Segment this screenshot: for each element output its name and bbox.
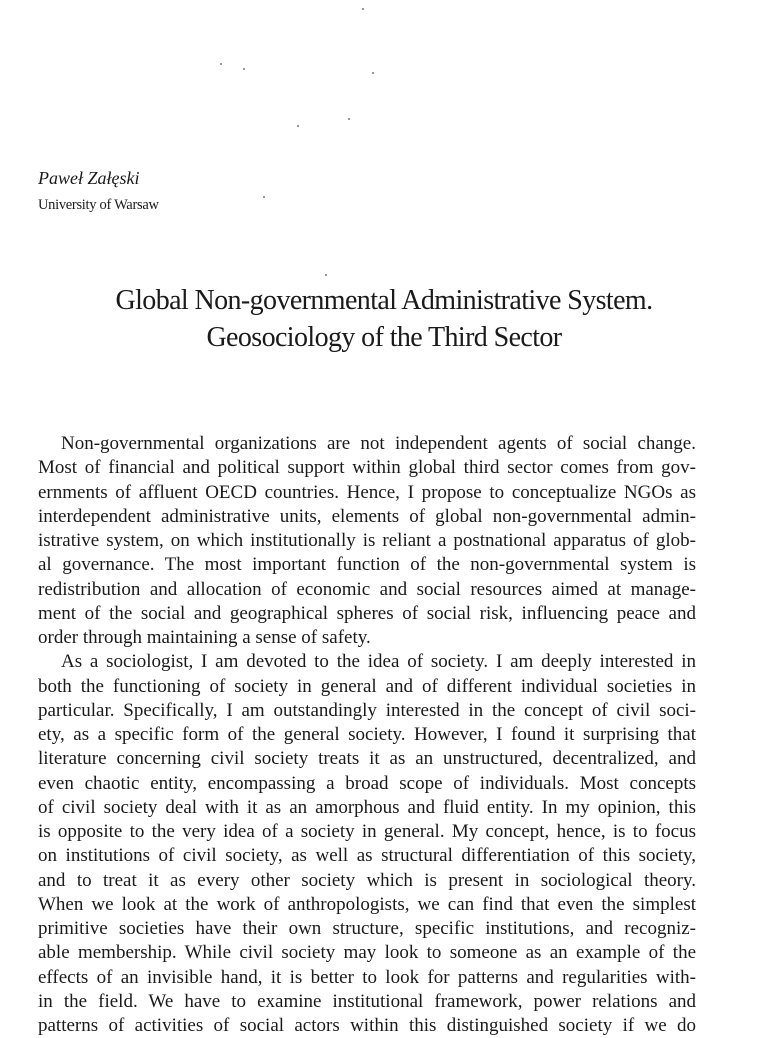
text-line: of civil society deal with it as an amorphous and fluid entity. In my opinion, this xyxy=(38,796,696,818)
text-line: ety, as a specific form of the general society. However, I found it surprising that xyxy=(38,724,696,745)
text-line: al governance. The most important function of the non-governmental system is xyxy=(38,554,696,576)
scan-speck xyxy=(372,72,374,74)
title-line-1: Global Non-governmental Administrative System. xyxy=(115,285,653,316)
title-line-2: Geosociology of the Third Sector xyxy=(206,322,562,353)
text-line: particular. Specifically, I am outstandingly interested in the concept of civil soci- xyxy=(38,699,696,721)
scan-speck xyxy=(362,8,364,10)
text-line: able membership. While civil society may look to someone as an example of the xyxy=(38,942,696,964)
text-line: and to treat it as every other society which is present in sociological theory. xyxy=(38,869,696,891)
scan-speck xyxy=(243,68,245,70)
paragraph xyxy=(38,650,696,1038)
text-line: As a sociologist, I am devoted to the idea of society. I am deeply interested in xyxy=(61,651,696,673)
text-line: order through maintaining a sense of safety. xyxy=(38,627,371,648)
scan-speck xyxy=(348,118,350,120)
scan-speck xyxy=(263,196,265,198)
text-line: literature concerning civil society treats it as an unstructured, decentralized, and xyxy=(38,748,696,770)
scan-speck xyxy=(220,63,222,65)
text-line: patterns of activities of social actors within this distinguished society if we do xyxy=(38,1015,696,1036)
text-line: Most of financial and political support within global third sector comes from gov- xyxy=(38,457,696,479)
text-line: When we look at the work of anthropologists, we can find that even the simplest xyxy=(38,893,696,915)
paragraph xyxy=(38,432,696,650)
text-line: even chaotic entity, encompassing a broad scope of individuals. Most concepts xyxy=(38,772,696,794)
text-line: interdependent administrative units, elements of global non-governmental admin- xyxy=(38,505,696,527)
scan-speck xyxy=(297,125,299,127)
text-line: on institutions of civil society, as well as structural differentiation of this society, xyxy=(38,845,696,867)
text-line: istrative system, on which institutionally is reliant a postnational apparatus of glob- xyxy=(38,530,696,551)
text-line: primitive societies have their own structure, specific institutions, and recogniz- xyxy=(38,918,696,939)
author-name: Paweł Załęski xyxy=(38,168,140,188)
text-line: effects of an invisible hand, it is better to look for patterns and regularities with- xyxy=(38,966,696,988)
text-line: redistribution and allocation of economic and social resources aimed at manage- xyxy=(38,578,696,600)
author-affiliation: University of Warsaw xyxy=(38,197,159,213)
text-line: ernments of affluent OECD countries. Hence, I propose to conceptualize NGOs as xyxy=(38,481,696,503)
text-line: Non-governmental organizations are not independent agents of social change. xyxy=(61,433,696,454)
text-line: is opposite to the very idea of a society in general. My concept, hence, is to focus xyxy=(38,821,696,842)
article-body xyxy=(38,432,696,1038)
text-line: ment of the social and geographical spheres of social risk, influencing peace and xyxy=(38,602,696,624)
article-title xyxy=(0,282,768,356)
text-line: in the field. We have to examine institutional framework, power relations and xyxy=(38,990,696,1012)
text-line: both the functioning of society in general and of different individual societies in xyxy=(38,675,696,697)
scan-speck xyxy=(325,274,327,276)
